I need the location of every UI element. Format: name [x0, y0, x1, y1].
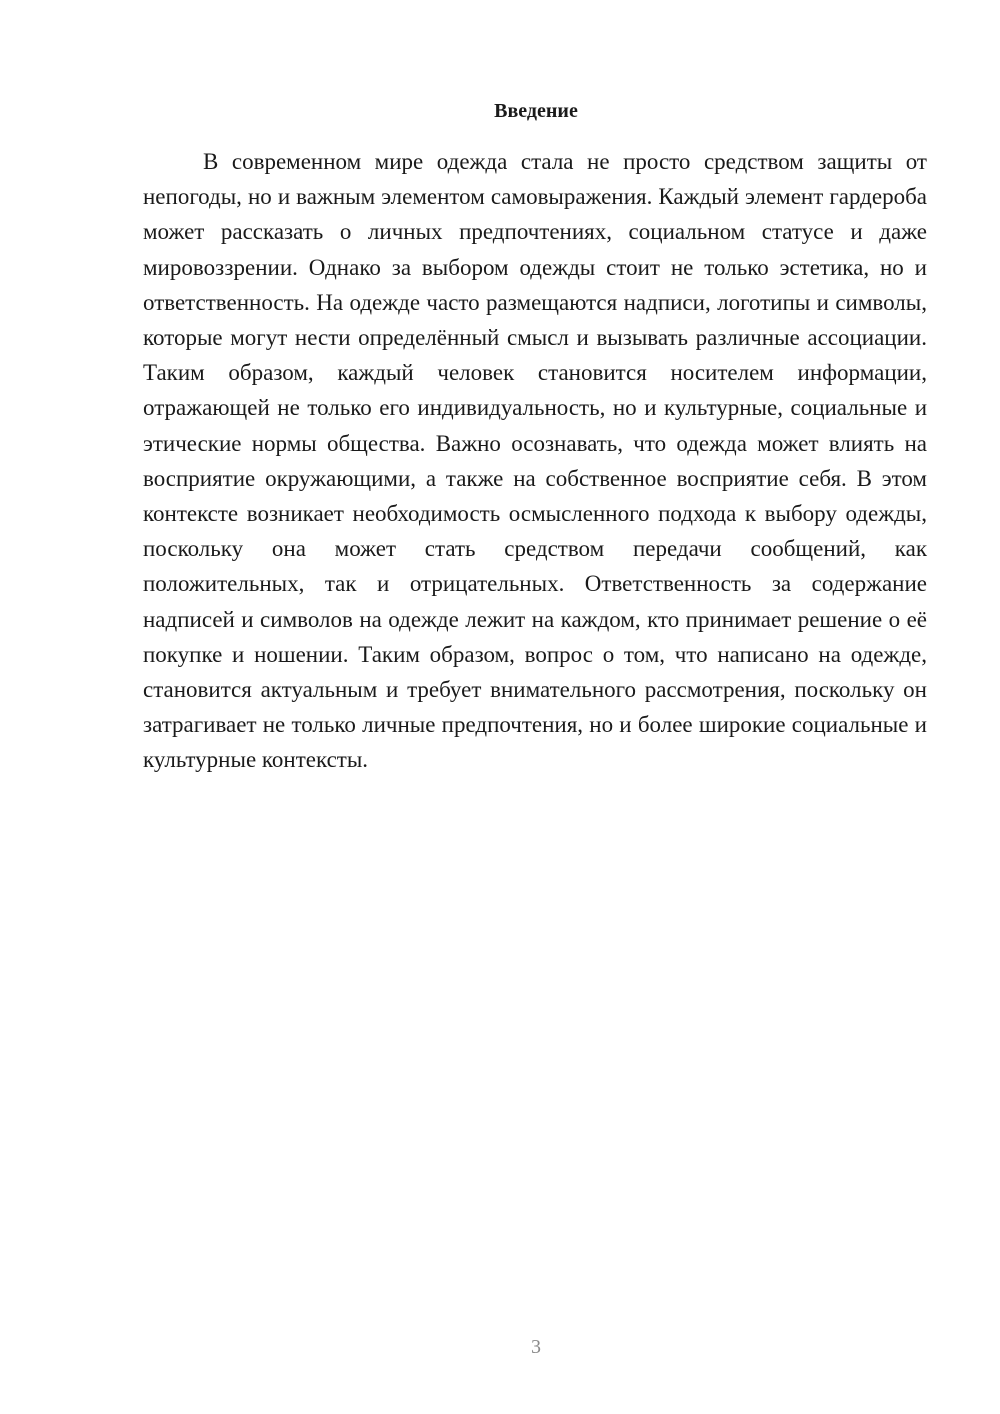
section-heading: Введение	[494, 100, 578, 122]
page-number: 3	[531, 1336, 541, 1358]
body-paragraph: В современном мире одежда стала не просто средством защиты от непогоды, но и важным элементом самовыражения. Каждый элемент гардероба может рассказать о личных предпочтениях, социальном статусе и даже мировоззрении. Однако за выбором одежды стоит не только эстетика, но и ответственность. На одежде часто размещаются надписи, логотипы и символы, которые могут нести определённый смысл и вызывать различные ассоциации. Таким образом, каждый человек становится носителем информации, отражающей не только его индивидуальность, но и культурные, социальные и этические нормы общества. Важно осознавать, что одежда может влиять на восприятие окружающими, а также на собственное восприятие себя. В этом контексте возникает необходимость осмысленного подхода к выбору одежды, поскольку она может стать средством передачи сообщений, как положительных, так и отрицательных. Ответственность за содержание надписей и символов на одежде лежит на каждом, кто принимает решение о её покупке и ношении. Таким образом, вопрос о том, что написано на одежде, становится актуальным и требует внимательного рассмотрения, поскольку он затрагивает не только личные предпочтения, но и более широкие социальные и культурные контексты.	[143, 149, 927, 773]
